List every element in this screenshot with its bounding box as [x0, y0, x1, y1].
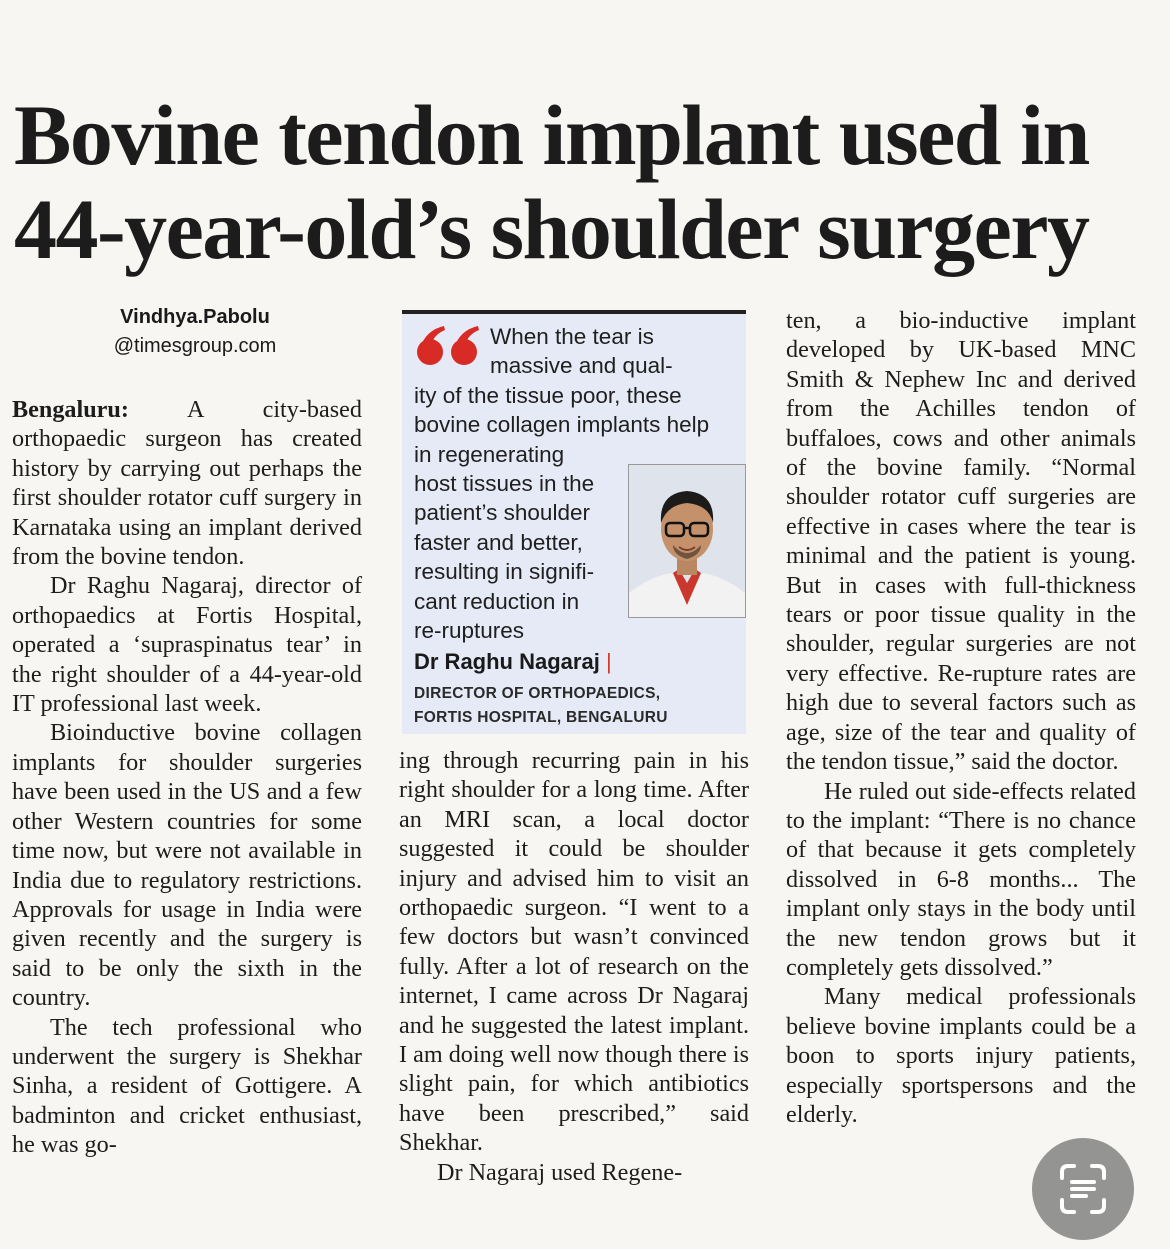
paragraph: Dr Nagaraj used Regene- — [437, 1158, 683, 1186]
paragraph: ing through recurring pain in his right shoulder for a long time. After an MRI scan, a local doctor suggested it could be shoulder injury and advised him to visit an orthopaedic surgeon. “I went to a few doctors but wasn’t convinced fully. After a lot of research on the internet, I came across Dr Nagaraj and he suggested the latest implant. I am doing well now though there is slight pain, for which antibiotics have been prescribed,” said Shekhar. — [399, 747, 749, 1157]
scan-text-icon — [1032, 1138, 1134, 1240]
byline-name: Vindhya.Pabolu — [120, 306, 270, 328]
byline — [60, 303, 330, 361]
pull-quote-box — [402, 310, 746, 734]
article-column-3 — [786, 306, 1136, 1129]
paragraph: Many medical professionals believe bovine implants could be a boon to sports injury patients, especially sportspersons and the elderly. — [786, 983, 1136, 1128]
scan-text-button[interactable] — [1032, 1138, 1134, 1240]
quote-attribution-title: DIRECTOR OF ORTHOPAEDICS, FORTIS HOSPITAL, BENGALURU — [414, 685, 668, 726]
pull-quote-text: When the tear is massive and qual- ity of the tissue poor, these bovine collagen implants help in regenerating host tissues in the patient’s shoulder faster and better, resulting in signifi- cant reduction in re-ruptures — [414, 324, 710, 644]
dateline: Bengaluru: — [12, 396, 129, 423]
quote-attribution: Dr Raghu Nagaraj | — [414, 649, 612, 674]
paragraph: Bioinductive bovine collagen implants for shoulder surgeries have been used in the US and a few other Western countries for some time now, but were not available in India due to regulatory restrictions. Approvals for usage in India were given recently and the surgery is said to be only the sixth in the country. — [12, 719, 362, 1012]
paragraph: ten, a bio-inductive implant developed by UK-based MNC Smith & Nephew Inc and derived from the Achilles tendon of buffaloes, cows and other animals of the bovine family. “Normal shoulder rotator cuff surgeries are effective in cases where the tear is minimal and the patient is young. But in cases with full-thickness tears or poor tissue quality in the shoulder, regular surgeries are not very effective. Re-rupture rates are high due to several factors such as age, size of the tear and quality of the tendon tissue,” said the doctor. — [786, 307, 1136, 776]
headline-line-1: Bovine tendon implant used in — [14, 87, 1089, 183]
doctor-photo — [628, 464, 746, 618]
article-column-1 — [12, 395, 362, 1160]
paragraph: The tech professional who underwent the surgery is Shekhar Sinha, a resident of Gottigere. A badminton and cricket enthusiast, he was go- — [12, 1013, 362, 1159]
paragraph: Dr Raghu Nagaraj, director of orthopaedics at Fortis Hospital, operated a ‘supraspinatus tear’ in the right shoulder of a 44-year-old IT professional last week. — [12, 572, 362, 718]
headline-line-2: 44-year-old’s shoulder surgery — [14, 181, 1089, 277]
lead-paragraph — [12, 395, 362, 571]
article-column-2 — [399, 746, 749, 1187]
headline — [14, 88, 1154, 276]
byline-handle: @timesgroup.com — [113, 335, 277, 357]
lead-text: A city-based orthopaedic surgeon has created history by carrying out perhaps the first shoulder rotator cuff surgery in Karnataka using an implant derived from the bovine tendon. — [12, 396, 362, 571]
paragraph: He ruled out side-effects related to the implant: “There is no chance of that because it gets completely dissolved in 6-8 months... The implant only stays in the body until the new tendon grows but it completely gets dissolved.” — [786, 777, 1136, 981]
